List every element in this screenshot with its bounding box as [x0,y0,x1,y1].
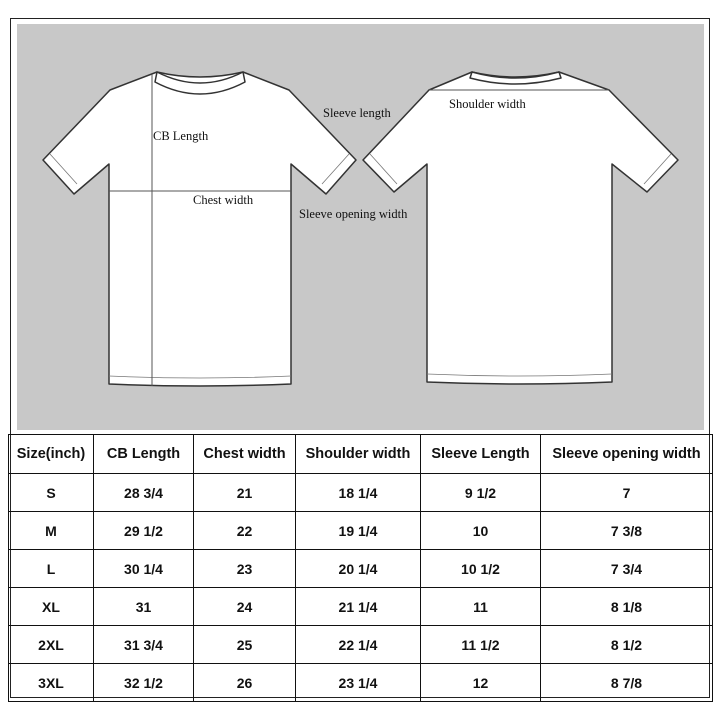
cell-sleeve-opening-width: 7 3/8 [541,512,713,550]
size-chart-table [8,434,713,702]
cell-shoulder-width: 20 1/4 [296,550,421,588]
cell-sleeve-length: 11 [421,588,541,626]
table-row [9,588,713,626]
cell-sleeve-length: 11 1/2 [421,626,541,664]
table-row [9,474,713,512]
cell-shoulder-width: 19 1/4 [296,512,421,550]
cell-shoulder-width: 18 1/4 [296,474,421,512]
cell-cb-length: 28 3/4 [94,474,194,512]
cell-size: 2XL [9,626,94,664]
cell-size: XL [9,588,94,626]
header-chest-width: Chest width [194,435,296,474]
header-sleeve-opening-width: Sleeve opening width [541,435,713,474]
cell-sleeve-opening-width: 8 1/2 [541,626,713,664]
header-shoulder-width: Shoulder width [296,435,421,474]
header-cb-length: CB Length [94,435,194,474]
table-row [9,626,713,664]
header-size: Size(inch) [9,435,94,474]
cell-sleeve-length: 12 [421,664,541,702]
cell-cb-length: 29 1/2 [94,512,194,550]
table-row [9,550,713,588]
shoulder-width-label: Shoulder width [449,97,526,111]
cell-cb-length: 30 1/4 [94,550,194,588]
cb-length-label: CB Length [153,129,209,143]
tshirt-diagram [17,24,704,430]
cell-cb-length: 31 [94,588,194,626]
cell-sleeve-opening-width: 7 3/4 [541,550,713,588]
cell-size: 3XL [9,664,94,702]
cell-chest-width: 21 [194,474,296,512]
table-header-row [9,435,713,474]
cell-size: L [9,550,94,588]
table-row [9,512,713,550]
table-row [9,664,713,702]
cell-shoulder-width: 21 1/4 [296,588,421,626]
cell-shoulder-width: 23 1/4 [296,664,421,702]
cell-chest-width: 26 [194,664,296,702]
back-tshirt [363,72,678,384]
cell-sleeve-opening-width: 8 1/8 [541,588,713,626]
cell-sleeve-opening-width: 7 [541,474,713,512]
cell-sleeve-length: 10 [421,512,541,550]
cell-shoulder-width: 22 1/4 [296,626,421,664]
sleeve-length-label: Sleeve length [323,106,391,120]
front-tshirt [43,72,356,386]
cell-chest-width: 22 [194,512,296,550]
cell-chest-width: 25 [194,626,296,664]
cell-size: M [9,512,94,550]
cell-chest-width: 24 [194,588,296,626]
cell-sleeve-length: 9 1/2 [421,474,541,512]
cell-sleeve-length: 10 1/2 [421,550,541,588]
chest-width-label: Chest width [193,193,254,207]
tshirt-drawing [17,24,704,430]
header-sleeve-length: Sleeve Length [421,435,541,474]
cell-sleeve-opening-width: 8 7/8 [541,664,713,702]
sleeve-opening-width-label: Sleeve opening width [299,207,408,221]
cell-chest-width: 23 [194,550,296,588]
cell-size: S [9,474,94,512]
cell-cb-length: 31 3/4 [94,626,194,664]
cell-cb-length: 32 1/2 [94,664,194,702]
